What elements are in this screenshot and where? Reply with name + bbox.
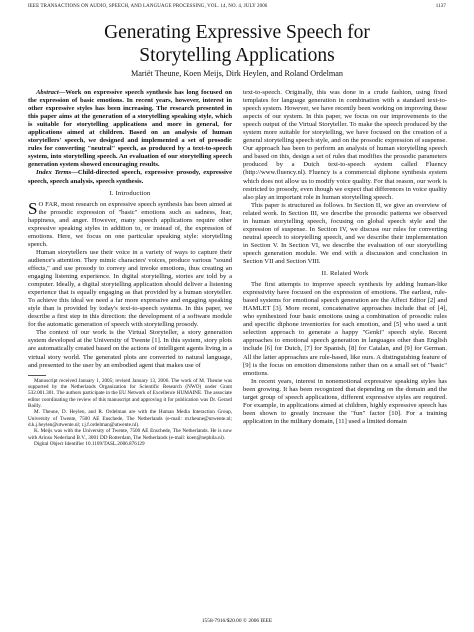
title-line-2: Storytelling Applications [139, 45, 335, 66]
author-list: Mariët Theune, Koen Meijs, Dirk Heylen, and Roland Ordelman [131, 69, 343, 78]
running-head [28, 4, 446, 9]
intro-paragraph-2: Human storytellers use their voice in a variety of ways to capture their audience's attention. They mimic characters' voices, produce various "sound effects," and use prosody to convey and invoke emotions, thus creating an engaging listening experience. In digital storytelling, stories are told by a computer. Ideally, a digital storytelling application should deliver a listening experience that is equally engaging as that provided by a human storyteller. To achieve this ideal we need a far more expressive and engaging speaking style than is provided by today's text-to-speech systems. In this paper, we describe a first step in this direction: the development of a software module for the automatic generation of speech with storytelling prosody. [28, 248, 232, 329]
footnotes [28, 378, 232, 448]
journal-header: IEEE TRANSACTIONS ON AUDIO, SPEECH, AND LANGUAGE PROCESSING, VOL. 14, NO. 4, JULY 2006 [28, 4, 268, 9]
index-terms-text: —Child-directed speech, expressive prosody, expressive speech, speech analysis, speech synthesis. [28, 169, 232, 185]
paper-title [0, 21, 474, 67]
right-paragraph-1: text-to-speech. Originally, this was done in a crude fashion, using fixed templates for language generation in combination with a standard text-to-speech system. However, we have recently been working on improving these aspects of our system. In this paper, we focus on our improvements to the speech output of the Virtual Storyteller. To make the speech produced by the system more suitable for storytelling, we have focused on the creation of a general storytelling speech style, and on the prosodic expression of suspense. Our approach has been to perform an analysis of human storytelling speech and based on this, design a set of rules that modifies the prosodic parameters produced by a Dutch text-to-speech system called Fluency (http://www.fluency.nl). Fluency is a commercial diphone synthesis system which does not allow us to modify voice quality. For that reason, our work is restricted to prosody, even though we expect that differences in voice quality also play an important role in human storytelling speech. [243, 89, 447, 201]
right-paragraph-2: This paper is structured as follows. In Section II, we give an overview of related work. In Section III, we describe the prosodic patterns we observed in human storytelling speech, focusing on global speech style and the expression of suspense. In Section IV, we discuss our rules for converting neutral speech to storytelling speech, and we describe their implementation in Section V. In Section VI, we describe the evaluation of our storytelling speech generation module. We end with a discussion and conclusion in Section VII and Section VIII. [243, 201, 447, 265]
drop-cap: S [28, 198, 38, 218]
intro-paragraph-1 [28, 198, 232, 249]
footnote-manuscript: Manuscript received January 1, 2005; revised January 13, 2006. The work of M. Theune was supported by the Netherlands Organization for Scientific Research (NWO) under Grant 532.001.301. The authors participate in the EU Network of Excellence HUMAINE. The associate editor coordinating the review of this manuscript and approving it for publication was Dr. Gerard Bailly. [28, 377, 232, 409]
abstract [28, 89, 232, 169]
footnote-doi: Digital Object Identifier 10.1109/TASL.2006.876129 [34, 441, 145, 448]
footnote-rule [28, 375, 46, 376]
index-terms [28, 169, 232, 185]
right-column [243, 89, 447, 426]
abstract-label: Abstract [36, 89, 59, 96]
related-work-paragraph-1: The first attempts to improve speech synthesis by adding human-like expressivity have focused on the expression of emotions. The earliest, rule-based systems for emotional speech generation are the Affect Editor [2] and HAMLET [3]. More recent, concatenative approaches include that of [4], who synthesized four basic emotions using a combination of prosodic rules and specific diphone inventories for each emotion, and [5] who used a unit selection approach to generate a happy "Genki" speech style. Recent approaches to emotional speech generation in languages other than English include [6] for Dutch, [7] for Spanish, [8] for Catalan, and [9] for German. All the latter approaches are rule-based, like ours. A distinguishing feature of [9] is the focus on emotion dimensions rather than on a small set of "basic" emotions. [243, 281, 447, 377]
intro-small-caps: O FAR [38, 200, 58, 208]
copyright-line: 1558-7916/$20.00 © 2006 IEEE [201, 618, 273, 624]
related-work-paragraph-2: In recent years, interest in nonemotional expressive speaking styles has been growing. It has been recognized that depending on the domain and the target group of speech applications, different expressive styles are required. For example, in applications aimed at children, highly expressive speech has been shown to greatly increase the "fun" factor [10]. For a training application in the military domain, [11] used a limited domain [243, 377, 447, 425]
section-heading-related-work: II. Related Work [321, 270, 369, 278]
title-line-1: Generating Expressive Speech for [104, 22, 370, 43]
section-heading-introduction: I. Introduction [109, 189, 151, 197]
page-number: 1137 [435, 4, 446, 9]
index-terms-label: Index Terms [36, 169, 72, 177]
intro-paragraph-3: The context of our work is the Virtual Storyteller, a story generation system developed at the University of Twente [1]. In this system, story plots are automatically created based on the actions of intelligent agents living in a virtual story world. The generated plots are converted to natural language, and presented to the user by an embodied agent that makes use of [28, 329, 232, 369]
intro-paragraph-1-text: , most research on expressive speech synthesis has been aimed at the prosodic expression of "basic" emotions such as sadness, fear, happiness, and anger. However, many speech applications require other expressive speaking styles in addition to, or instead of, the expression of emotions. Here, we focus on one particular speaking style: storytelling speech. [28, 200, 232, 248]
footnote-affiliation-2: K. Meijs was with the University of Twente, 7500 AE Enschede, The Netherlands. He is now with Arinso Nederland B.V., 3001 DD Rotterdam, The Netherlands (e-mail: koen@nephila.nl). [28, 428, 232, 441]
abstract-text: —Work on expressive speech synthesis has long focused on the expression of basic emotions. In recent years, however, interest in other expressive styles has been increasing. The research presented in this paper aims at the generation of a storytelling speaking style, which is suitable for storytelling applications and more in general, for applications aimed at children. Based on an analysis of human storytellers' speech, we designed and implemented a set of prosodic rules for converting "neutral" speech, as produced by a text-to-speech system, into storytelling speech. An evaluation of our storytelling speech generation system showed encouraging results. [28, 89, 232, 169]
footnote-affiliation-1: M. Theune, D. Heylen, and R. Ordelman are with the Human Media Interaction Group, University of Twente, 7500 AE Enschede, The Netherlands (e-mail: m.theune@utwente.nl; d.k.j.heylen@utwente.nl; r.j.f.ordelman@utwente.nl). [28, 409, 232, 428]
left-column [28, 89, 232, 447]
